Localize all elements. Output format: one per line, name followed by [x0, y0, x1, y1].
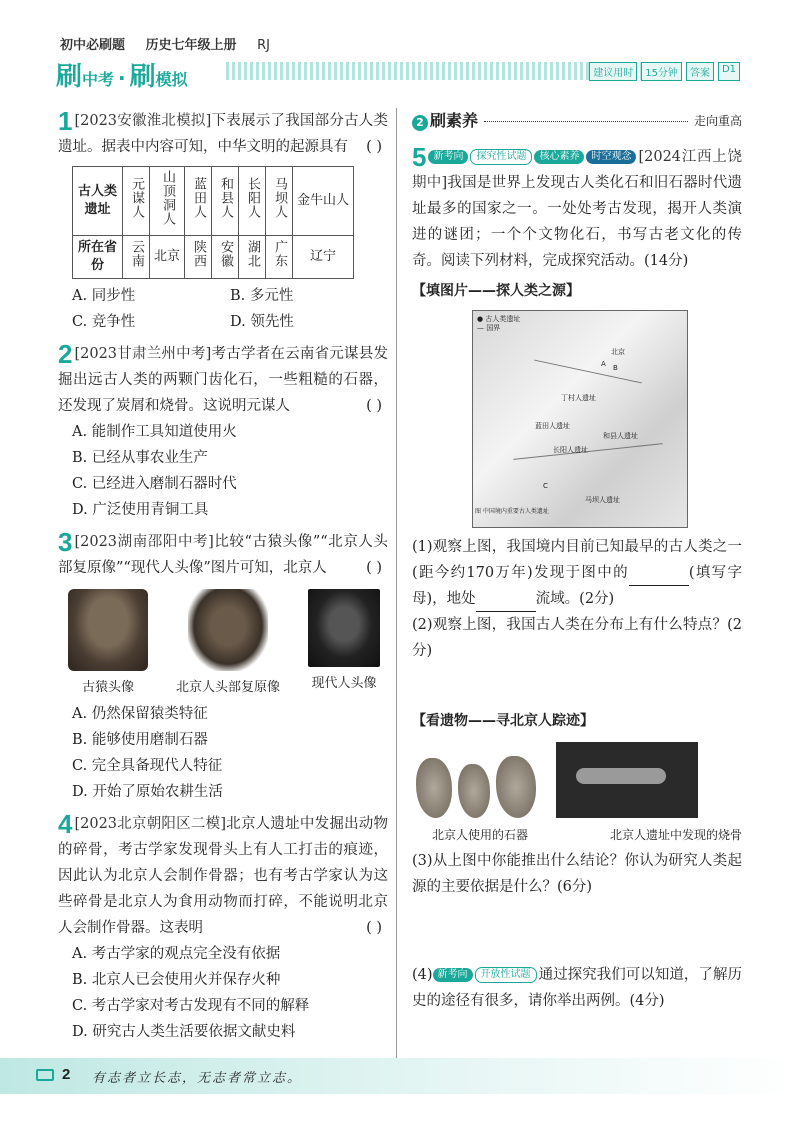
page-number: 2 — [62, 1066, 71, 1083]
table-cell: 蓝田人 — [191, 177, 207, 219]
option-c[interactable]: C. 完全具备现代人特征 — [72, 758, 223, 774]
artifact-images — [416, 742, 742, 818]
map-footnote: 图 中国境内重要古人类遗址 — [475, 508, 549, 515]
caption-stone-tools: 北京人使用的石器 — [432, 828, 529, 842]
banner-word-2: 模拟 — [155, 70, 188, 89]
tag-inquiry: 探究性试题 — [470, 149, 532, 165]
stone-tool-image — [458, 764, 490, 818]
sub-question-1-text: (1)观察上图，我国境内目前已知最早的古人类之一(距今约170万年)发现于图中的 — [412, 539, 742, 581]
caption: 北京人头部复原像 — [175, 680, 280, 695]
question-stem: 考古学者在云南省元谋县发掘出远古人类的两颗门齿化石，一些粗糙的石器，还发现了炭屑和烧骨。这说明元谋人 — [58, 346, 389, 414]
table-cell: 和县人 — [218, 177, 234, 219]
ape-head-image — [68, 589, 148, 671]
table-cell: 安徽 — [218, 240, 234, 268]
sub-question-1-text-3: 流域。(2分) — [535, 591, 615, 607]
table-cell: 辽宁 — [293, 236, 354, 279]
answer-paren: ( ) — [366, 560, 382, 576]
question-number: 1 — [58, 106, 73, 136]
question-5 — [412, 144, 742, 1014]
table-cell: 金牛山人 — [293, 167, 354, 236]
option-a[interactable]: A. 仍然保留猿类特征 — [72, 706, 208, 722]
question-stem: 比较“古猿头像”“北京人头部复原像”“现代人头像”图片可知，北京人 — [58, 534, 388, 576]
table-head: 所在省份 — [73, 236, 123, 279]
label-beijing: 北京 — [611, 348, 625, 356]
section-title — [412, 108, 478, 134]
section-title-text: 刷素养 — [430, 111, 479, 130]
question-4 — [58, 811, 388, 1045]
point-a: A — [601, 360, 606, 368]
sub-question-1-text-2: (填写字母)，地处 — [412, 565, 742, 607]
answer-blank-letter[interactable] — [629, 568, 689, 586]
peking-man-figure — [176, 589, 280, 701]
table-cell: 广东 — [272, 240, 288, 268]
answer-space-3[interactable] — [412, 900, 742, 962]
sub-question-3: (3)从上图中你能推出什么结论？你认为研究人类起源的主要依据是什么？(6分) — [412, 853, 742, 895]
table-cell: 马坝人 — [272, 177, 288, 219]
option-c[interactable]: C. 考古学家对考古发现有不同的解释 — [72, 998, 310, 1014]
point-b: B — [613, 364, 618, 372]
label-dingcun: 丁村人遗址 — [561, 394, 596, 402]
subsection-title-2: 【看遗物——寻北京人踪迹】 — [412, 713, 594, 729]
label-lantian: 蓝田人遗址 — [535, 422, 570, 430]
table-cell: 元谋人 — [129, 177, 144, 219]
question-number: 5 — [412, 142, 427, 172]
sub-question-1 — [412, 534, 742, 612]
option-a[interactable]: A. 同步性 — [72, 288, 136, 304]
series-name: 初中必刷题 — [60, 38, 126, 53]
section-level: 走向重高 — [693, 114, 742, 128]
burnt-bone-image — [556, 742, 698, 818]
page-footer — [0, 1058, 800, 1094]
options — [58, 283, 388, 335]
caption: 古猿头像 — [81, 680, 134, 695]
sub-question-2: (2)观察上图，我国古人类在分布上有什么特点？(2分) — [412, 617, 742, 659]
time-box — [589, 62, 740, 81]
option-b[interactable]: B. 北京人已会使用火并保存火种 — [72, 972, 281, 988]
question-stem: 下表展示了我国部分古人类遗址。据表中内容可知，中华文明的起源具有 — [58, 113, 389, 155]
legend-line-icon: — — [477, 324, 487, 332]
option-d[interactable]: D. 领先性 — [230, 314, 294, 330]
question-stem: 我国是世界上发现古人类化石和旧石器时代遗址最多的国家之一。一处处考古发现，揭开人类演进的谜团；一个个文物化石，书写古老文化的传奇。阅读下列材料，完成探究活动。(14分) — [412, 175, 742, 269]
map-legend — [477, 315, 520, 333]
option-a[interactable]: A. 能制作工具知道使用火 — [72, 424, 237, 440]
right-column — [412, 108, 742, 1020]
answer-label: 答案 — [686, 62, 714, 81]
table-cell: 湖北 — [245, 240, 261, 268]
question-source: [2023北京朝阳区二模] — [74, 816, 226, 832]
answer-page: D1 — [718, 62, 740, 81]
section-number-icon: 2 — [412, 115, 428, 131]
section-dotted-line — [484, 121, 688, 122]
artifact-captions — [412, 822, 742, 848]
yellow-river — [534, 360, 642, 384]
book-header — [60, 34, 286, 53]
legend-dot-icon: ● — [477, 315, 486, 323]
site-table — [72, 166, 354, 279]
question-source: [2023安徽淮北模拟] — [74, 113, 212, 129]
point-c: C — [543, 482, 548, 490]
column-divider — [396, 108, 397, 1058]
section-banner — [56, 56, 746, 92]
tag-literacy: 核心素养 — [534, 150, 584, 164]
legend-sites: 古人类遗址 — [485, 315, 521, 323]
stone-tool-image — [416, 758, 452, 818]
option-b[interactable]: B. 多元性 — [230, 288, 294, 304]
option-d[interactable]: D. 研究古人类生活要依据文献史料 — [72, 1024, 296, 1040]
question-number: 3 — [58, 527, 73, 557]
option-d[interactable]: D. 开始了原始农耕生活 — [72, 784, 223, 800]
question-2 — [58, 341, 388, 523]
option-b[interactable]: B. 已经从事农业生产 — [72, 450, 208, 466]
sub-question-4-text: 通过探究我们可以知道，了解历史的途径有很多，请你举出两例。(4分) — [412, 967, 742, 1009]
time-label: 建议用时 — [589, 62, 637, 81]
option-b[interactable]: B. 能够使用磨制石器 — [72, 732, 208, 748]
question-source: [2023甘肃兰州中考] — [74, 346, 212, 362]
label-changyang: 长阳人遗址 — [553, 446, 588, 454]
question-source: [2024江西上饶期中] — [412, 149, 742, 191]
table-cell: 长阳人 — [245, 177, 261, 219]
time-value: 15分钟 — [641, 62, 682, 81]
caption-burnt-bone: 北京人遗址中发现的烧骨 — [609, 828, 742, 842]
edition: RJ — [257, 38, 270, 53]
label-maba: 马坝人遗址 — [585, 496, 620, 504]
tag-new-trend: 新考向 — [428, 150, 468, 164]
caption: 现代人头像 — [311, 676, 377, 691]
answer-paren: ( ) — [366, 398, 382, 414]
sub-question-4 — [412, 962, 742, 1014]
ape-head-figure — [68, 589, 148, 701]
subject-name: 历史七年级上册 — [145, 38, 237, 53]
table-cell: 陕西 — [191, 240, 207, 268]
left-column — [58, 108, 388, 1051]
head-images — [68, 589, 380, 701]
answer-paren: ( ) — [366, 920, 382, 936]
question-number: 2 — [58, 339, 73, 369]
answer-paren: ( ) — [366, 139, 382, 155]
legend-border: 国界 — [486, 324, 501, 332]
peking-man-image — [188, 589, 268, 671]
option-c[interactable]: C. 竞争性 — [72, 314, 136, 330]
tag-open-ended: 开放性试题 — [475, 967, 537, 983]
table-cell: 山顶洞人 — [160, 170, 175, 226]
banner-char-2: 刷 — [129, 62, 156, 92]
tag-spacetime: 时空观念 — [586, 150, 636, 164]
question-3 — [58, 529, 388, 805]
china-site-map — [472, 310, 688, 528]
yangtze-river — [513, 443, 662, 460]
question-stem: 北京人遗址中发掘出动物的碎骨，考古学家发现骨头上有人工打击的痕迹，因此认为北京人会制作骨器；也有考古学家认为这些碎骨是北京人为食用动物而打碎，不能说明北京人会制作骨器。这表明 — [58, 816, 388, 936]
banner-char-1: 刷 — [56, 62, 83, 92]
banner-stripes — [226, 62, 646, 80]
label-hexian: 和县人遗址 — [603, 432, 638, 440]
option-d[interactable]: D. 广泛使用青铜工具 — [72, 502, 209, 518]
answer-blank-river[interactable] — [476, 594, 536, 612]
modern-man-image — [308, 589, 380, 667]
stone-tool-image — [496, 756, 536, 818]
question-1 — [58, 108, 388, 335]
option-a[interactable]: A. 考古学家的观点完全没有依据 — [72, 946, 281, 962]
tag-new-trend: 新考向 — [433, 968, 473, 982]
banner-title: 刷中考 · 刷模拟 — [56, 62, 188, 92]
book-icon — [36, 1069, 54, 1081]
question-source: [2023湖南邵阳中考] — [74, 534, 214, 550]
sub-question-4-number: (4) — [412, 967, 433, 983]
option-c[interactable]: C. 已经进入磨制石器时代 — [72, 476, 237, 492]
modern-man-figure — [308, 589, 380, 701]
subsection-title-1: 【填图片——探人类之源】 — [412, 283, 580, 299]
table-cell: 北京 — [150, 236, 185, 279]
banner-word-1: 中考 — [82, 70, 115, 89]
question-number: 4 — [58, 809, 73, 839]
table-head: 古人类遗址 — [73, 167, 123, 236]
table-cell: 云南 — [129, 240, 144, 268]
footer-motto: 有志者立长志，无志者常立志。 — [92, 1071, 303, 1086]
section-header — [412, 108, 742, 134]
answer-space-2[interactable] — [412, 664, 742, 704]
